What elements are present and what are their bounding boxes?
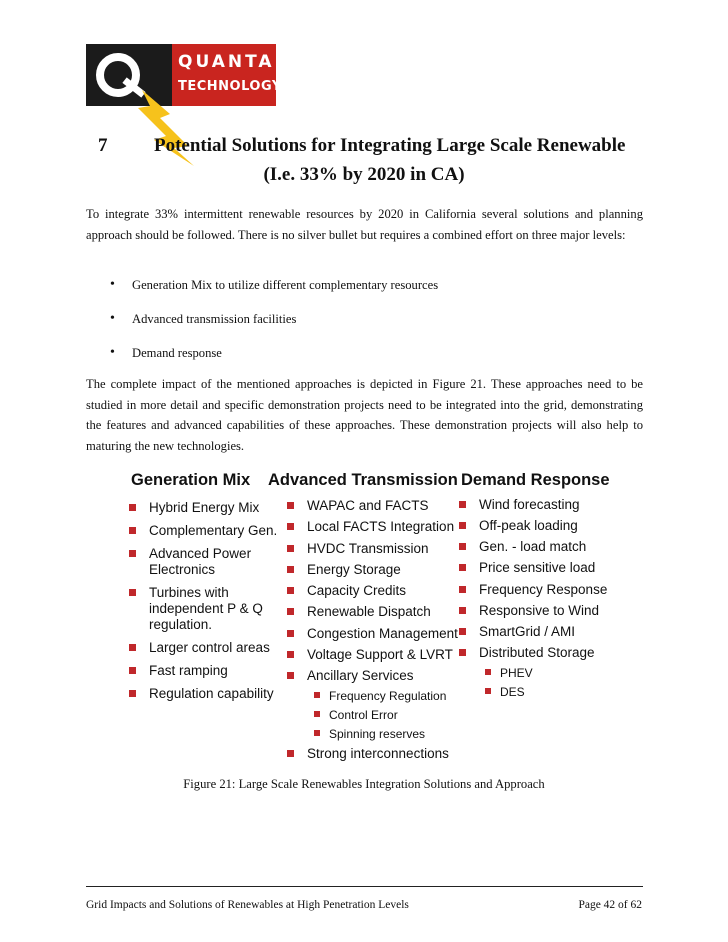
bullet-square-icon [459, 628, 466, 635]
gen-mix-item: Fast ramping [149, 663, 228, 679]
bullet-square-icon [287, 566, 294, 573]
demand-response-item: Gen. - load match [479, 539, 586, 555]
section-title-line2: (I.e. 33% by 2020 in CA) [263, 164, 465, 185]
bullet-square-icon [459, 522, 466, 529]
section-number: 7 [98, 135, 108, 156]
bullet-square-icon [459, 543, 466, 550]
gen-mix-item: Turbines with independent P & Q regulation. [149, 585, 263, 633]
demand-response-item: Wind forecasting [479, 497, 580, 513]
bullet-square-icon [459, 586, 466, 593]
bullet-square-icon [459, 607, 466, 614]
bullet-square-icon [129, 550, 136, 557]
demand-response-item: SmartGrid / AMI [479, 624, 575, 640]
transmission-item: Ancillary Services [307, 668, 414, 684]
transmission-item: Strong interconnections [307, 746, 449, 762]
column-title-demand-response: Demand Response [461, 471, 610, 489]
transmission-item: Renewable Dispatch [307, 604, 431, 620]
ancillary-subitem: Spinning reserves [329, 727, 425, 741]
ancillary-subitem: Frequency Regulation [329, 689, 446, 703]
bullet-square-icon [287, 608, 294, 615]
company-logo [86, 44, 282, 106]
bullet-square-icon [129, 589, 136, 596]
bullet-square-icon [287, 523, 294, 530]
bullet-square-icon [287, 750, 294, 757]
bullet-square-icon [287, 651, 294, 658]
logo-word-quanta: QUANTA [178, 52, 275, 72]
ancillary-subitem: Control Error [329, 708, 398, 722]
transmission-item: Capacity Credits [307, 583, 406, 599]
bullet-square-icon [129, 690, 136, 697]
bullet-square-icon [129, 504, 136, 511]
bullet-square-icon [485, 669, 491, 675]
gen-mix-item: Advanced Power Electronics [149, 546, 251, 578]
intro-paragraph: To integrate 33% intermittent renewable resources by 2020 in California several solutions and planning approach should be followed. There is no silver bullet but requires a combined effort on three major levels: [86, 207, 643, 242]
gen-mix-item: Regulation capability [149, 686, 274, 702]
bullet-square-icon [129, 644, 136, 651]
bullet-square-icon [287, 502, 294, 509]
demand-response-item: Responsive to Wind [479, 603, 599, 619]
column-title-generation-mix: Generation Mix [131, 471, 251, 489]
column-title-advanced-transmission: Advanced Transmission [268, 471, 458, 489]
footer-divider [86, 886, 643, 887]
impact-paragraph: The complete impact of the mentioned approaches is depicted in Figure 21. These approaches need to be studied in more detail and specific demonstration projects need to be integrated into the grid, demonstrating the features and advanced capabilities of these approaches. These demonstration projects will also help to maturing the new technologies. [86, 377, 643, 453]
bullet-square-icon [459, 564, 466, 571]
bullet-square-icon [314, 711, 320, 717]
gen-mix-item: Larger control areas [149, 640, 270, 656]
bullet-square-icon [287, 672, 294, 679]
levels-list-item: • Demand response [110, 343, 438, 377]
section-title-line1: Potential Solutions for Integrating Large Scale Renewable [154, 135, 626, 156]
bullet-square-icon [129, 527, 136, 534]
footer-page-number: Page 42 of 62 [578, 899, 642, 911]
transmission-item: Local FACTS Integration [307, 519, 454, 535]
bullet-square-icon [287, 630, 294, 637]
transmission-item: WAPAC and FACTS [307, 498, 429, 514]
gen-mix-item: Complementary Gen. [149, 523, 277, 539]
transmission-item: HVDC Transmission [307, 541, 429, 557]
bullet-square-icon [485, 688, 491, 694]
levels-list-item: • Advanced transmission facilities [110, 309, 438, 343]
demand-response-item: Distributed Storage [479, 645, 595, 661]
footer-document-title: Grid Impacts and Solutions of Renewables at High Penetration Levels [86, 899, 409, 911]
bullet-square-icon [287, 545, 294, 552]
storage-subitem: PHEV [500, 666, 533, 680]
demand-response-item: Price sensitive load [479, 560, 595, 576]
gen-mix-item: Hybrid Energy Mix [149, 500, 259, 516]
levels-list-item: • Generation Mix to utilize different complementary resources [110, 275, 438, 309]
bullet-square-icon [129, 667, 136, 674]
bullet-square-icon [314, 730, 320, 736]
demand-response-item: Off-peak loading [479, 518, 578, 534]
levels-list [110, 275, 438, 377]
bullet-square-icon [287, 587, 294, 594]
transmission-item: Energy Storage [307, 562, 401, 578]
transmission-item: Voltage Support & LVRT [307, 647, 453, 663]
logo-word-technology: TECHNOLOGY [178, 79, 282, 94]
demand-response-item: Frequency Response [479, 582, 607, 598]
bullet-square-icon [459, 501, 466, 508]
figure-caption: Figure 21: Large Scale Renewables Integration Solutions and Approach [183, 777, 545, 791]
transmission-item: Congestion Management [307, 626, 458, 642]
bullet-square-icon [314, 692, 320, 698]
storage-subitem: DES [500, 685, 525, 699]
bullet-square-icon [459, 649, 466, 656]
